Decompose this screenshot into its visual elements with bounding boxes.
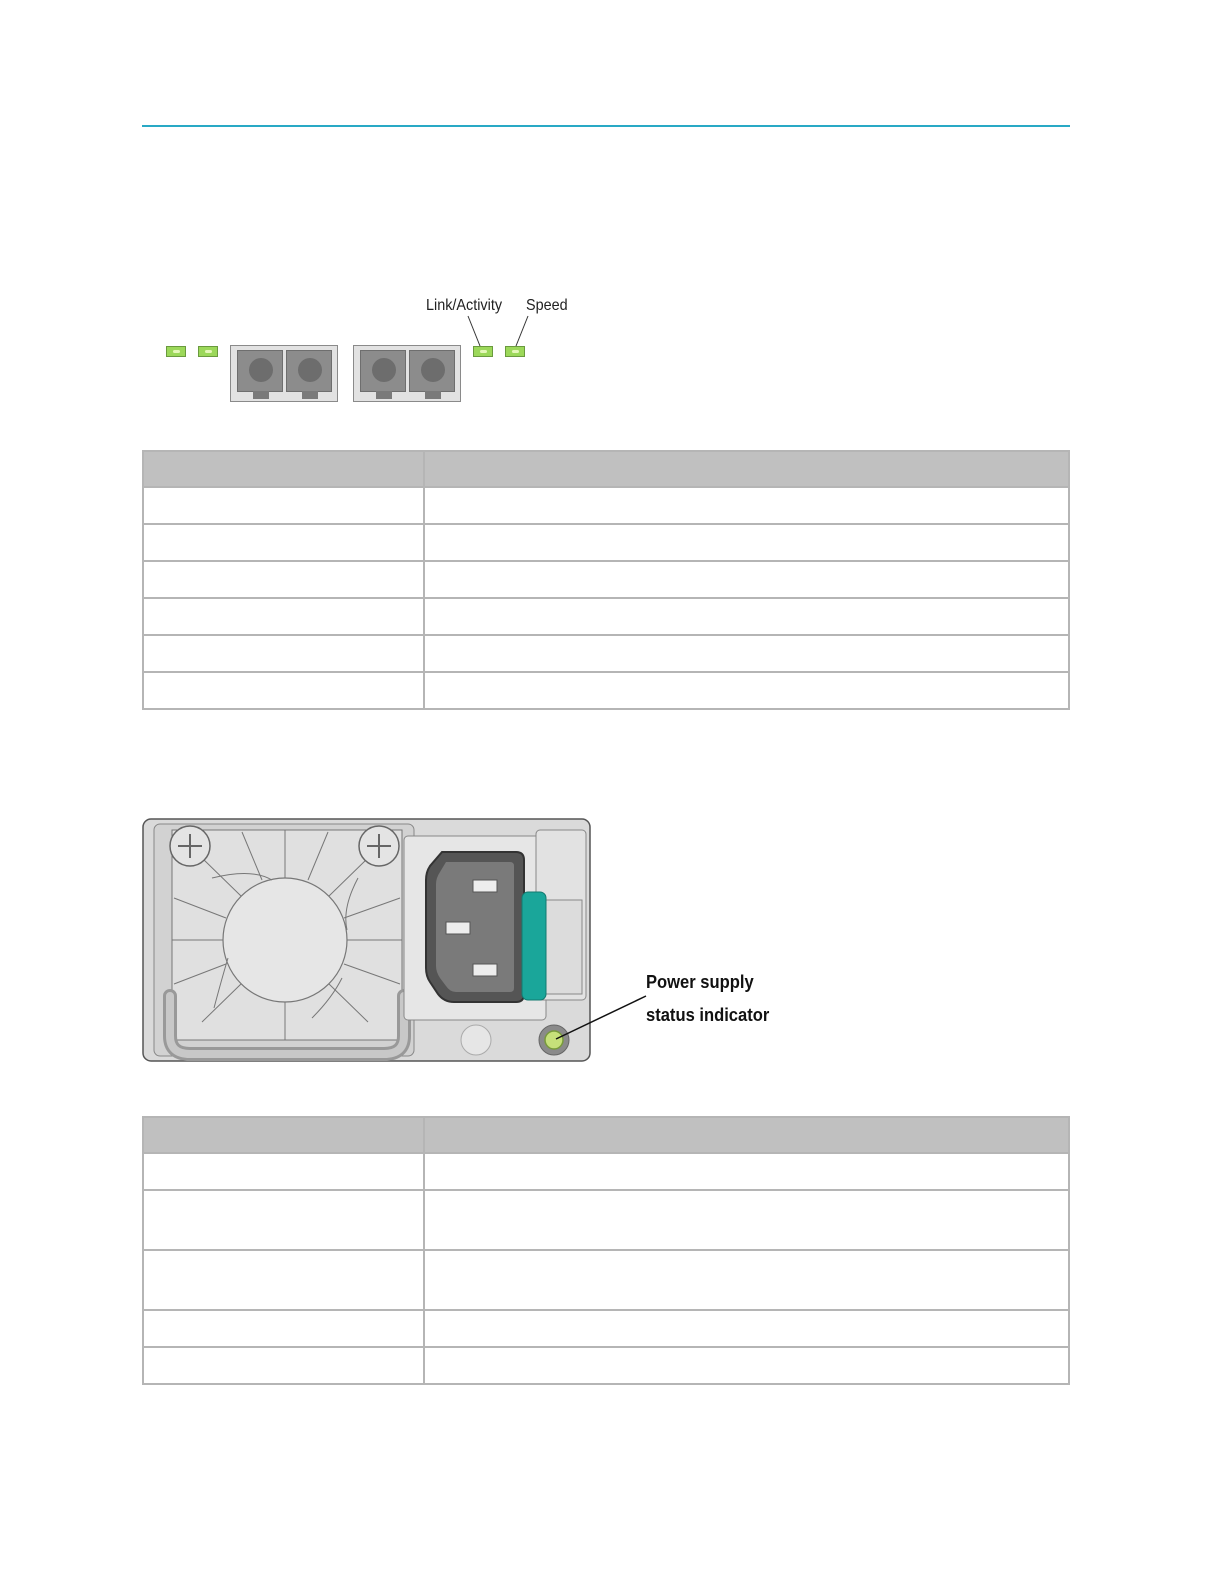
power-supply-led-table: [142, 1116, 1070, 1385]
port1-led-right: [198, 346, 218, 357]
table-cell: [424, 487, 1069, 524]
table-cell: [424, 524, 1069, 561]
table-row: [143, 1310, 1069, 1347]
sfp-port: [286, 350, 332, 392]
table-row: [143, 561, 1069, 598]
table-row: [143, 1347, 1069, 1384]
table-row: [143, 635, 1069, 672]
table-row: [143, 672, 1069, 709]
table-cell: [143, 1153, 424, 1190]
table-cell: [424, 1250, 1069, 1310]
nic-led-table: [142, 450, 1070, 710]
table-row: [143, 1153, 1069, 1190]
table-cell: [143, 1190, 424, 1250]
table-header-cell: [143, 451, 424, 487]
sfp-port-group-2: [353, 345, 461, 402]
speed-callout: Speed: [526, 297, 568, 314]
sfp-port: [360, 350, 406, 392]
table-cell: [424, 1347, 1069, 1384]
sfp-port-group-1: [230, 345, 338, 402]
table-cell: [424, 1153, 1069, 1190]
table-cell: [424, 598, 1069, 635]
port1-led-left: [166, 346, 186, 357]
speed-led: [505, 346, 525, 357]
power-supply-callout-line1: Power supply: [646, 972, 754, 992]
sfp-port: [409, 350, 455, 392]
table-cell: [143, 1347, 424, 1384]
link-activity-callout: Link/Activity: [426, 297, 503, 314]
table-cell: [143, 635, 424, 672]
table-header-cell: [424, 451, 1069, 487]
power-supply-callout-line2: status indicator: [646, 1005, 770, 1025]
table-header-row: [143, 451, 1069, 487]
table-cell: [424, 672, 1069, 709]
link-activity-led: [473, 346, 493, 357]
table-cell: [143, 1250, 424, 1310]
sfp-port: [237, 350, 283, 392]
table-cell: [143, 1310, 424, 1347]
table-cell: [424, 635, 1069, 672]
table-row: [143, 1250, 1069, 1310]
nic-led-figure: [150, 290, 590, 410]
table-cell: [424, 561, 1069, 598]
table-cell: [424, 1190, 1069, 1250]
table-row: [143, 487, 1069, 524]
table-cell: [143, 487, 424, 524]
table-row: [143, 1190, 1069, 1250]
header-rule: [142, 125, 1070, 127]
table-header-cell: [424, 1117, 1069, 1153]
table-cell: [143, 561, 424, 598]
table-header-row: [143, 1117, 1069, 1153]
table-cell: [143, 598, 424, 635]
table-header-cell: [143, 1117, 424, 1153]
table-row: [143, 598, 1069, 635]
power-supply-figure: [142, 818, 792, 1064]
table-row: [143, 524, 1069, 561]
table-cell: [143, 524, 424, 561]
table-cell: [424, 1310, 1069, 1347]
table-cell: [143, 672, 424, 709]
status-indicator-leader-line: [142, 818, 792, 1064]
